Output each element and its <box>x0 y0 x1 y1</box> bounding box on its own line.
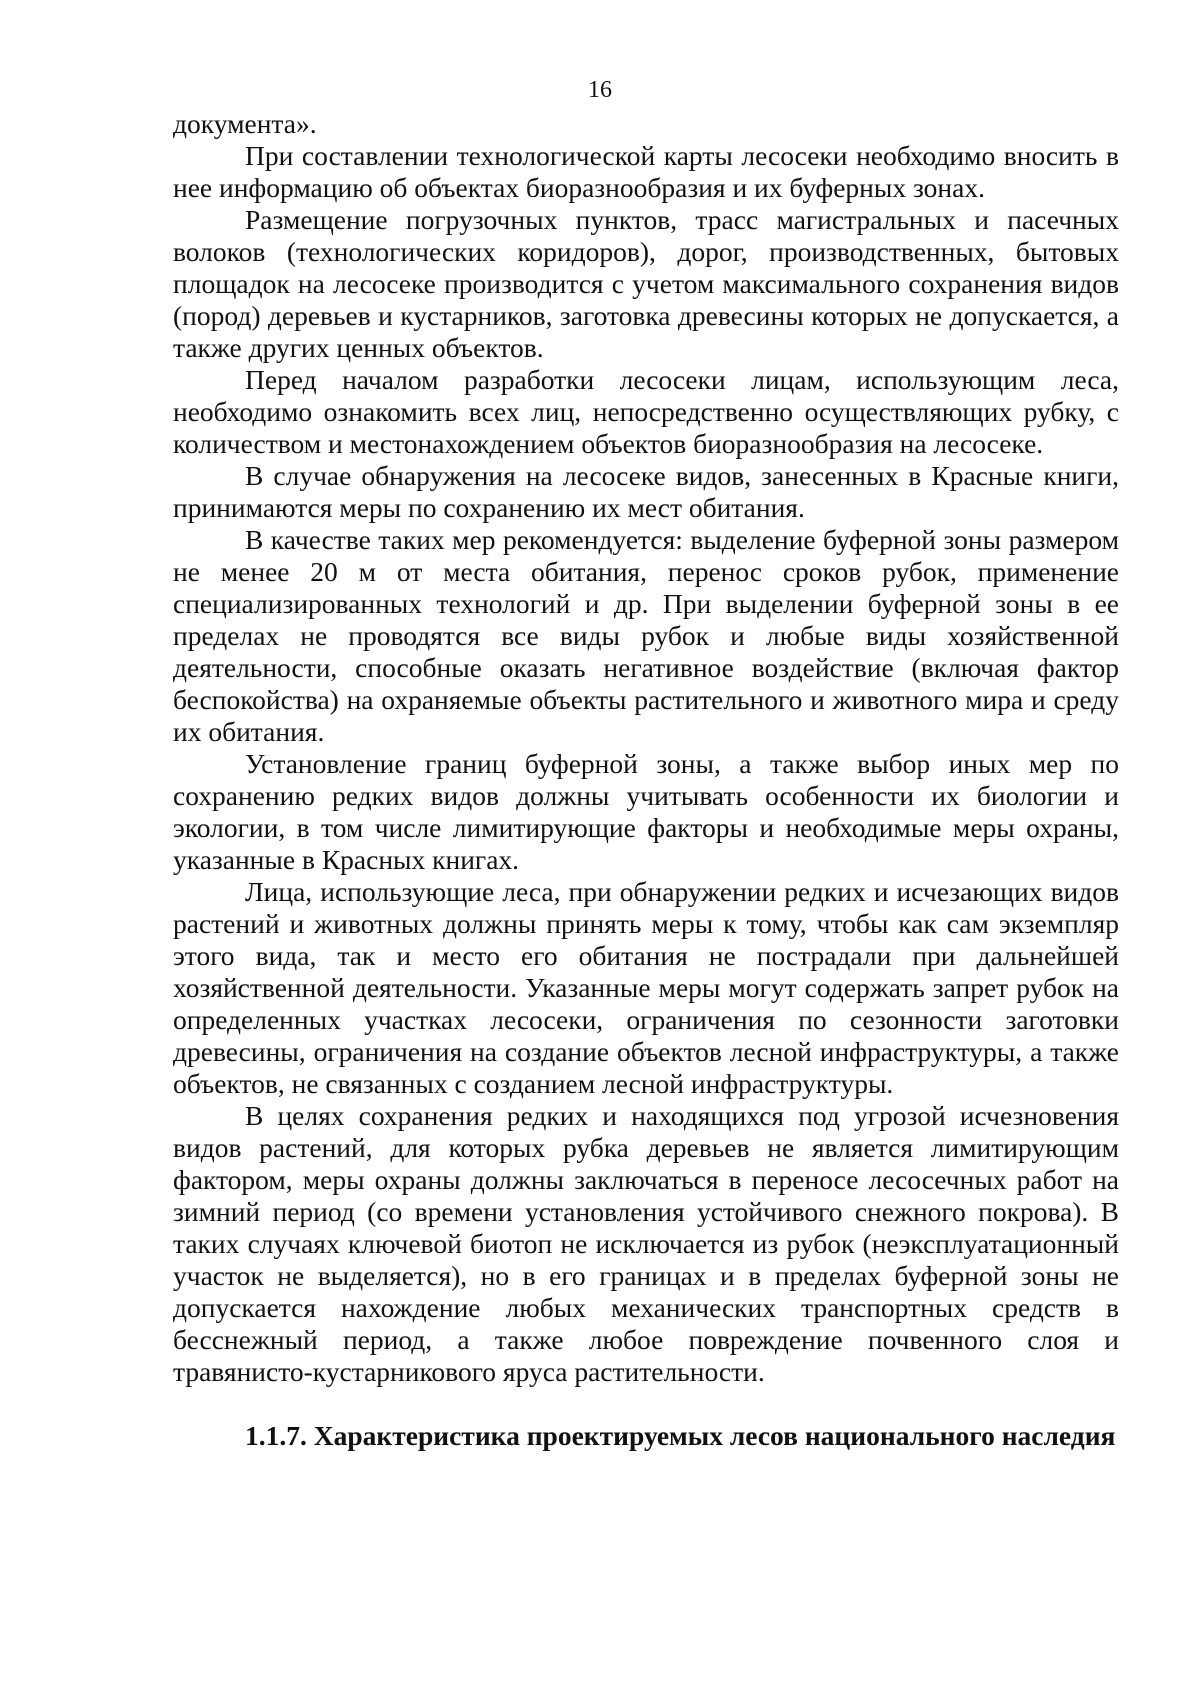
paragraph: Размещение погрузочных пунктов, трасс магистральных и пасечных волоков (технологических коридоров), дорог, производственных, бытовых площадок на лесосеке производится с учетом максимального сохранения видов (пород) деревьев и кустарников, заготовка древесины которых не допускается, а также других ценных объектов. <box>173 204 1119 363</box>
paragraph: В целях сохранения редких и находящихся под угрозой исчезновения видов растений, для которых рубка деревьев не является лимитирующим фактором, меры охраны должны заключаться в переносе лесосечных работ на зимний период (со времени установления устойчивого снежного покрова). В таких случаях ключевой биотоп не исключается из рубок (неэксплуатационный участок не выделяется), но в его границах и в пределах буферной зоны не допускается нахождение любых механических транспортных средств в бесснежный период, а также любое повреждение почвенного слоя и травянисто-кустарникового яруса растительности. <box>173 1100 1119 1387</box>
page-number: 16 <box>588 77 612 103</box>
paragraph: При составлении технологической карты лесосеки необходимо вносить в нее информацию об объектах биоразнообразия и их буферных зонах. <box>173 140 1119 203</box>
paragraph: Установление границ буферной зоны, а также выбор иных мер по сохранению редких видов должны учитывать особенности их биологии и экологии, в том числе лимитирующие факторы и необходимые меры охраны, указанные в Красных книгах. <box>173 748 1119 875</box>
paragraph: В качестве таких мер рекомендуется: выделение буферной зоны размером не менее 20 м от места обитания, перенос сроков рубок, применение специализированных технологий и др. При выделении буферной зоны в ее пределах не проводятся все виды рубок и любые виды хозяйственной деятельности, способные оказать негативное воздействие (включая фактор беспокойства) на охраняемые объекты растительного и животного мира и среду их обитания. <box>173 524 1119 747</box>
paragraph: Лица, использующие леса, при обнаружении редких и исчезающих видов растений и животных должны принять меры к тому, чтобы как сам экземпляр этого вида, так и место его обитания не пострадали при дальнейшей хозяйственной деятельности. Указанные меры могут содержать запрет рубок на определенных участках лесосеки, ограничения по сезонности заготовки древесины, ограничения на создание объектов лесной инфраструктуры, а также объектов, не связанных с созданием лесной инфраструктуры. <box>173 876 1119 1099</box>
paragraph-continuation: документа». <box>173 108 317 139</box>
paragraph: Перед началом разработки лесосеки лицам, использующим леса, необходимо ознакомить всех лиц, непосредственно осуществляющих рубку, с количеством и местонахождением объектов биоразнообразия на лесосеке. <box>173 364 1119 459</box>
section-heading: 1.1.7. Характеристика проектируемых лесов национального наследия <box>245 1420 1116 1451</box>
paragraph: В случае обнаружения на лесосеке видов, занесенных в Красные книги, принимаются меры по сохранению их мест обитания. <box>173 460 1119 523</box>
document-body <box>173 108 1119 1452</box>
